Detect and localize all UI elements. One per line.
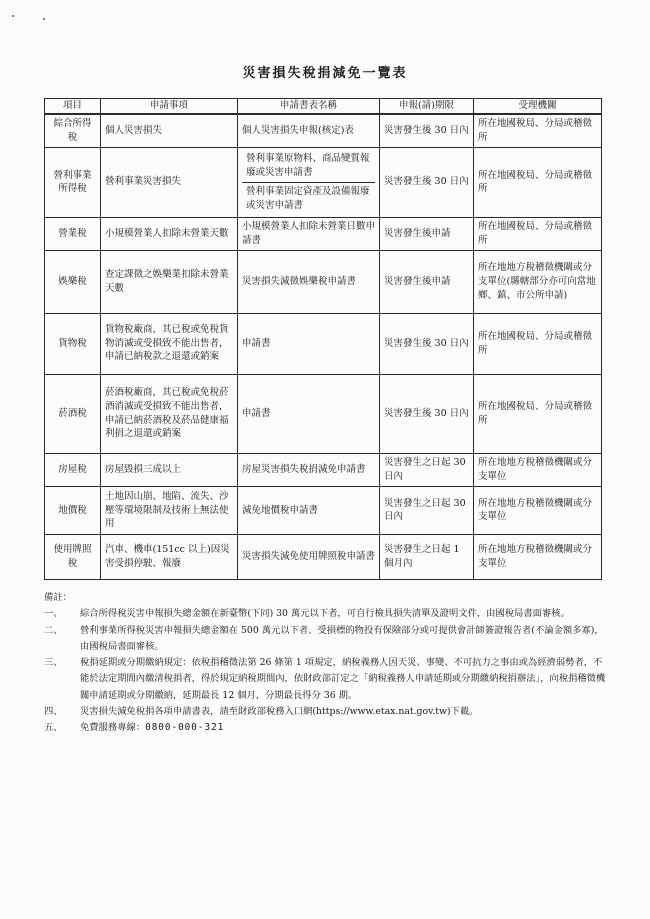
note-number: 二、 [44,624,63,636]
apply-matter: 營利事業災害損失 [101,147,238,217]
form-name: 房屋災害損失稅捐減免申請書 [238,453,380,486]
note-text: 災害損失減免稅捐各項申請書表，請至財政部稅務入口網(https://www.etax.nat.gov.tw)下載。 [80,705,479,717]
agency: 所在地國稅局、分局或稽徵所 [474,147,602,217]
form-name: 營利事業原物料、商品變質報廢或災害申請書 [246,153,370,179]
form-name: 災害損失減徵娛樂稅申請書 [238,250,380,313]
tax-item: 使用牌照稅 [45,535,101,580]
tax-item: 菸酒稅 [45,374,101,453]
note-item [44,655,610,704]
tax-item: 娛樂稅 [45,250,101,313]
header-deadline: 申報(請)期限 [380,99,474,114]
agency: 所在地國稅局、分局或稽徵所 [474,374,602,453]
table-row [45,486,602,535]
scan-speck [43,18,45,20]
note-number: 一、 [44,608,63,620]
apply-matter: 小規模營業人扣除未營業天數 [101,217,238,250]
table-row [45,535,602,580]
form-name: 申請書 [238,374,380,453]
table-row [45,147,602,217]
note-text-group [80,720,610,736]
deadline: 災害發生之日起 30 日內 [380,453,474,486]
table-row [45,114,602,148]
tax-item: 地價稅 [45,486,101,535]
note-number: 三、 [44,657,63,669]
agency: 所在地國稅局、分局或稽徵所 [474,114,602,148]
note-item [44,623,610,656]
agency: 所在地國稅局、分局或稽徵所 [474,313,602,374]
deadline: 災害發生後申請 [380,250,474,313]
agency: 所在地地方稅稽徵機關或分支單位 [474,486,602,535]
form-name: 營利事業固定資產及設備報廢或災害申請書 [242,182,375,215]
deadline: 災害發生之日起 1 個月內 [380,535,474,580]
tax-item: 房屋稅 [45,453,101,486]
deadline: 災害發生之日起 30 日內 [380,486,474,535]
form-name-group [238,147,380,217]
form-name: 小規模營業人扣除未營業日數申請書 [238,217,380,250]
note-number: 五、 [44,722,63,734]
notes-section [44,590,610,736]
header-item: 項目 [45,99,101,114]
form-name: 減免地價稅申請書 [238,486,380,535]
note-item [44,704,610,720]
tax-item: 綜合所得稅 [45,114,101,148]
table-row [45,250,602,313]
note-text: 稅捐延期或分期繳納規定：依稅捐稽徵法第 26 條第 1 項規定，納稅義務人因天災、事變、不可抗力之事由或為經濟弱勢者，不能於法定期間內繳清稅捐者，得於規定納稅期間內，依財政部訂定之「納稅義務人申請延期或分期繳納稅捐辦法」，向稅捐稽徵機關申請延期或分期繳納，延期最長 12 個月，分期最長得分 36 期。 [80,657,606,701]
form-name: 個人災害損失申報(核定)表 [238,114,380,148]
note-text: 免費服務專線： [80,722,146,734]
header-agency: 受理機關 [474,99,602,114]
apply-matter: 土地因山崩、地陷、流失、沙壓等環境限制及技術上無法使用 [101,486,238,535]
note-text: 營利事業所得稅災害申報損失總金額在 500 萬元以下者、受損標的物投有保險部分或可提供會計師簽證報告者(不論金額多寡)，由國稅局書面審核。 [80,624,604,652]
apply-matter: 菸酒稅廠商，其已稅或免稅菸酒消滅或受損致不能出售者，申請已納菸酒稅及菸品健康福利捐之退還或銷案 [101,374,238,453]
table-row [45,313,602,374]
table-row [45,374,602,453]
agency: 所在地地方稅稽徵機關或分支單位(縣轄部分亦可向當地鄉、鎮、市公所申請) [474,250,602,313]
deadline: 災害發生後 30 日內 [380,374,474,453]
agency: 所在地地方稅稽徵機關或分支單位 [474,453,602,486]
header-forms: 申請書表名稱 [238,99,380,114]
apply-matter: 貨物稅廠商，其已稅或免稅貨物消滅或受損致不能出售者，申請已納稅款之退還或銷案 [101,313,238,374]
tax-item: 營利事業所得稅 [45,147,101,217]
service-phone: 0800-000-321 [145,722,225,734]
tax-item: 貨物稅 [45,313,101,374]
note-item [44,720,610,736]
note-item [44,606,610,622]
relief-table [44,98,602,580]
form-name: 災害損失減免使用牌照稅申請書 [238,535,380,580]
scan-speck [12,15,14,17]
apply-matter: 查定課徵之娛樂業扣除未營業天數 [101,250,238,313]
form-name: 申請書 [238,313,380,374]
agency: 所在地地方稅稽徵機關或分支單位 [474,535,602,580]
deadline: 災害發生後 30 日內 [380,147,474,217]
header-matter: 申請事項 [101,99,238,114]
notes-heading: 備註： [44,592,72,603]
page-title: 災害損失稅捐減免一覽表 [242,66,408,81]
apply-matter: 個人災害損失 [101,114,238,148]
deadline: 災害發生後申請 [380,217,474,250]
deadline: 災害發生後 30 日內 [380,313,474,374]
table-row [45,453,602,486]
note-number: 四、 [44,705,63,717]
apply-matter: 汽車、機車(151cc 以上)因災害受損停駛、報廢 [101,535,238,580]
table-row [45,217,602,250]
table-header-row [45,99,602,114]
note-text: 綜合所得稅災害申報損失總金額在新臺幣(下同) 30 萬元以下者，可自行檢具損失清單及證明文件，由國稅局書面審核。 [80,608,570,620]
tax-item: 營業稅 [45,217,101,250]
apply-matter: 房屋毀損三成以上 [101,453,238,486]
deadline: 災害發生後 30 日內 [380,114,474,148]
agency: 所在地國稅局、分局或稽徵所 [474,217,602,250]
